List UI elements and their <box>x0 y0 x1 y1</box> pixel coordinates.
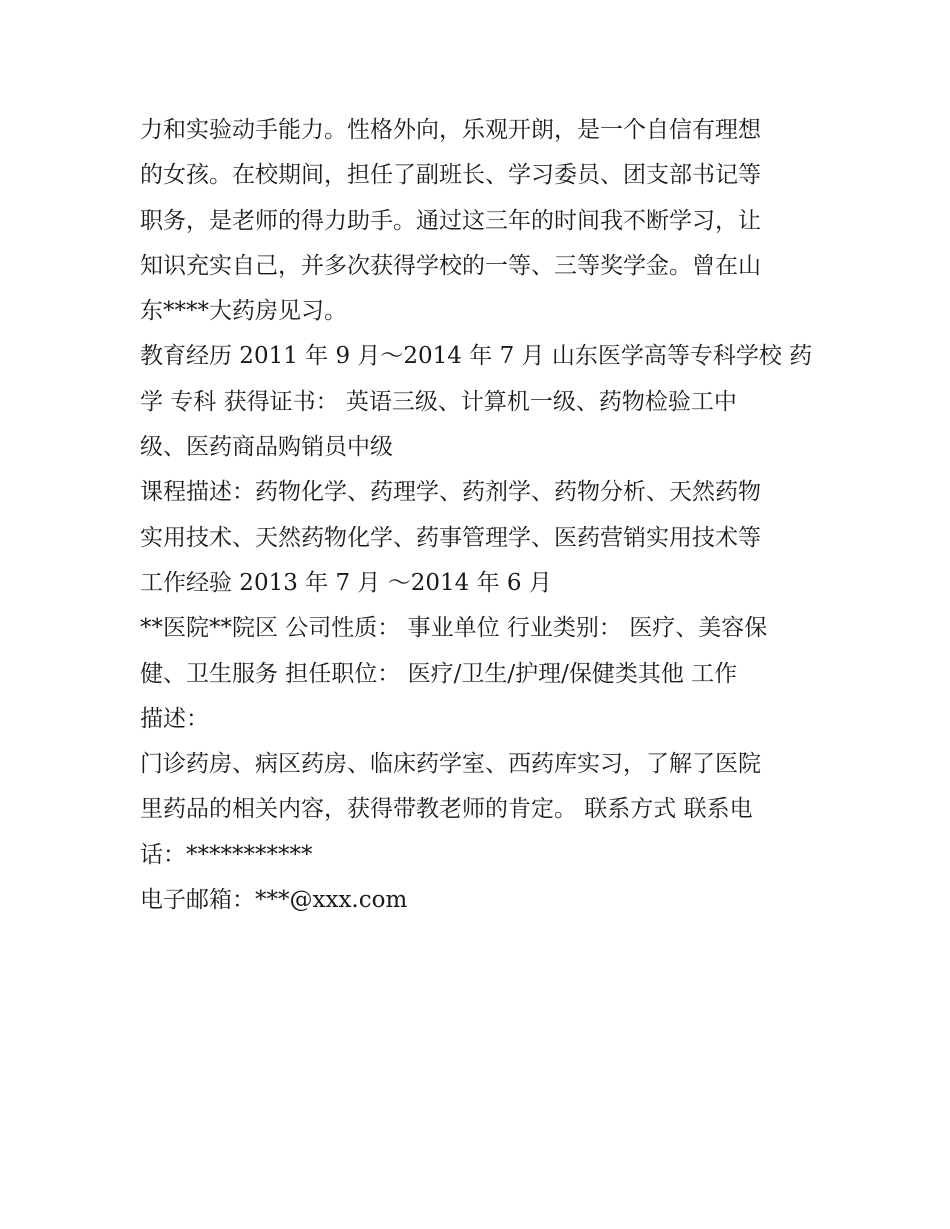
contact-line: 里药品的相关内容，获得带教老师的肯定。 联系方式 联系电 <box>140 796 753 823</box>
text-line: 东****大药房见习。 <box>140 298 347 325</box>
text-line: 知识充实自己，并多次获得学校的一等、三等奖学金。曾在山 <box>140 252 761 279</box>
education-line: 级、医药商品购销员中级 <box>140 434 393 461</box>
experience-line: 工作经验 2013 年 7 月 ～2014 年 6 月 <box>140 569 552 596</box>
experience-line: **医院**院区 公司性质： 事业单位 行业类别： 医疗、美容保 <box>140 615 768 642</box>
text-line: 的女孩。在校期间，担任了副班长、学习委员、团支部书记等 <box>140 162 761 189</box>
text-line: 力和实验动手能力。性格外向，乐观开朗，是一个自信有理想 <box>140 117 761 143</box>
education-line: 教育经历 2011 年 9 月～2014 年 7 月 山东医学高等专科学校 药 <box>140 343 813 370</box>
text-line: 职务，是老师的得力助手。通过这三年的时间我不断学习，让 <box>140 207 761 234</box>
email-line: 电子邮箱：***@xxx.com <box>140 887 408 914</box>
experience-line: 门诊药房、病区药房、临床药学室、西药库实习，了解了医院 <box>140 751 761 778</box>
phone-line: 话：*********** <box>140 841 313 868</box>
course-line: 课程描述：药物化学、药理学、药剂学、药物分析、天然药物 <box>140 479 761 506</box>
experience-line: 健、卫生服务 担任职位： 医疗/卫生/护理/保健类其他 工作 <box>140 660 738 687</box>
experience-line: 描述： <box>140 705 209 732</box>
resume-body <box>140 108 820 923</box>
course-line: 实用技术、天然药物化学、药事管理学、医药营销实用技术等 <box>140 524 761 551</box>
education-line: 学 专科 获得证书： 英语三级、计算机一级、药物检验工中 <box>140 388 737 415</box>
